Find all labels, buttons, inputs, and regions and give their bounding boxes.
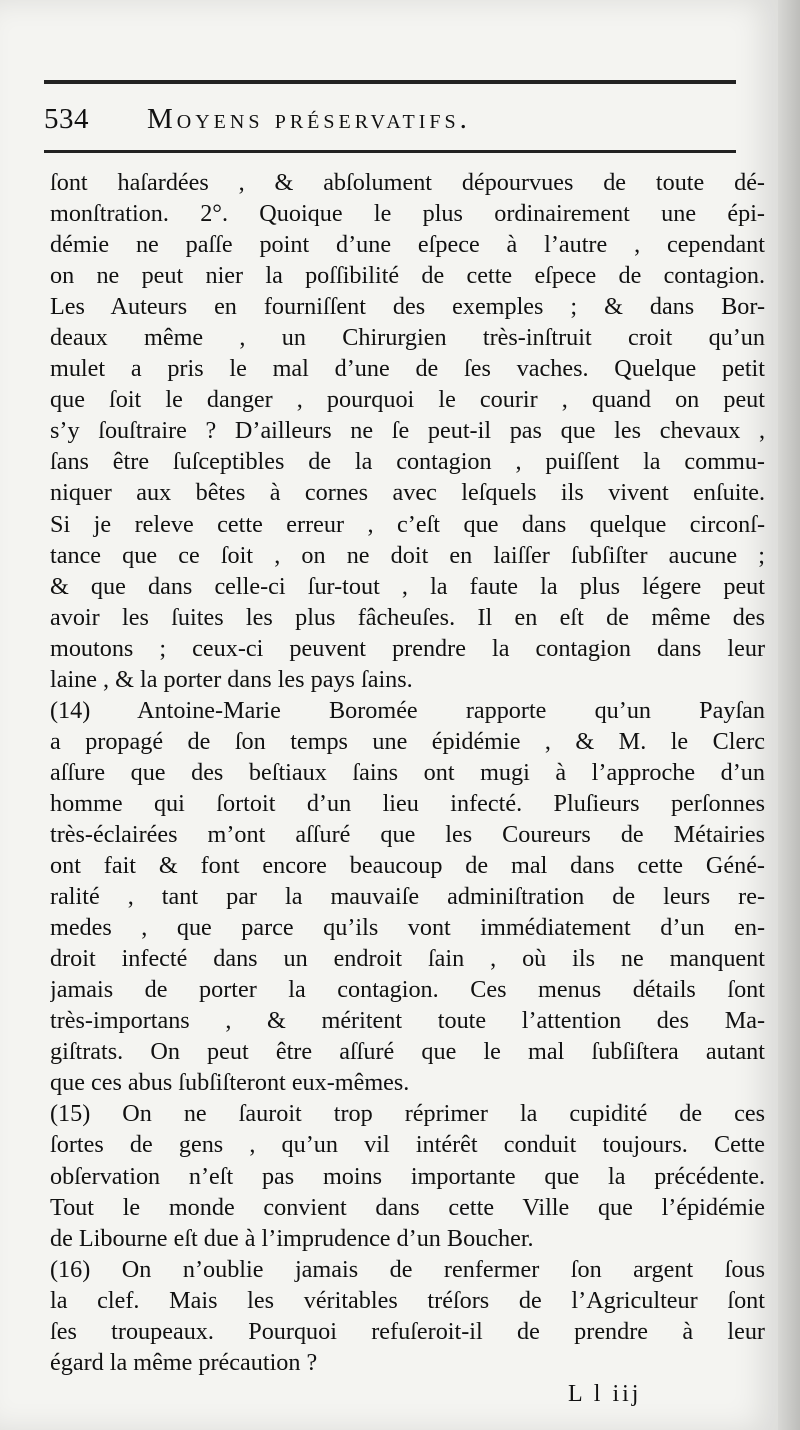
text-line: très-importans , & méritent toute l’attention des Ma- bbox=[50, 1007, 765, 1035]
text-line: mulet a pris le mal d’une de ſes vaches. Quelque petit bbox=[50, 355, 765, 383]
text-line-paragraph-end: que ces abus ſubſiſteront eux-mêmes. bbox=[50, 1069, 410, 1097]
text-line: medes , que parce qu’ils vont immédiatement d’un en- bbox=[50, 914, 765, 942]
text-line: Les Auteurs en fourniſſent des exemples ; & dans Bor- bbox=[50, 293, 765, 321]
text-line: aſſure que des beſtiaux ſains ont mugi à l’approche d’un bbox=[50, 758, 765, 786]
text-line: très-éclairées m’ont aſſuré que les Coureurs de Métairies bbox=[50, 820, 765, 848]
page-header bbox=[44, 94, 736, 142]
page-number: 534 bbox=[44, 103, 89, 135]
text-line: ſans être ſuſceptibles de la contagion , puiſſent la commu- bbox=[50, 448, 765, 476]
text-line: jamais de porter la contagion. Ces menus détails ſont bbox=[50, 976, 765, 1004]
text-line: giſtrats. On peut être aſſuré que le mal ſubſiſtera autant bbox=[50, 1038, 765, 1066]
text-line: ſont haſardées , & abſolument dépourvues de toute dé- bbox=[50, 169, 765, 196]
text-line: ont fait & font encore beaucoup de mal dans cette Géné- bbox=[50, 852, 765, 880]
text-line-note-14: (14) Antoine-Marie Boromée rapporte qu’un Payſan bbox=[50, 696, 765, 724]
text-line: que ſoit le danger , pourquoi le courir , quand on peut bbox=[50, 386, 765, 414]
printer-signature-mark: L l iij bbox=[568, 1381, 642, 1407]
text-line: avoir les ſuites les plus fâcheuſes. Il en eſt de même des bbox=[50, 603, 765, 631]
text-line: a propagé de ſon temps une épidémie , & M. le Clerc bbox=[50, 727, 765, 755]
text-line: on ne peut nier la poſſibilité de cette eſpece de contagion. bbox=[50, 262, 765, 290]
text-line: niquer aux bêtes à cornes avec leſquels ils vivent enſuite. bbox=[50, 479, 765, 507]
text-line: deaux même , un Chirurgien très-inſtruit croit qu’un bbox=[50, 324, 765, 352]
text-line: s’y ſouſtraire ? D’ailleurs ne ſe peut-il pas que les chevaux , bbox=[50, 417, 765, 445]
header-bottom-rule bbox=[44, 150, 736, 153]
text-line-paragraph-end: égard la même précaution ? bbox=[50, 1348, 318, 1376]
header-top-rule bbox=[44, 80, 736, 84]
text-line: monſtration. 2°. Quoique le plus ordinairement une épi- bbox=[50, 200, 765, 228]
text-line: la clef. Mais les véritables tréſors de l’Agriculteur ſont bbox=[50, 1286, 765, 1314]
text-line-note-15: (15) On ne ſauroit trop réprimer la cupidité de ces bbox=[50, 1100, 765, 1128]
text-line: homme qui ſortoit d’un lieu infecté. Pluſieurs perſonnes bbox=[50, 789, 765, 817]
text-line: obſervation n’eſt pas moins importante que la précédente. bbox=[50, 1162, 765, 1190]
text-line: Tout le monde convient dans cette Ville que l’épidémie bbox=[50, 1193, 765, 1221]
text-line-paragraph-end: laine , & la porter dans les pays ſains. bbox=[50, 665, 413, 693]
text-line: tance que ce ſoit , on ne doit en laiſſer ſubſiſter aucune ; bbox=[50, 541, 765, 569]
text-line: ſes troupeaux. Pourquoi refuſeroit-il de prendre à leur bbox=[50, 1317, 765, 1345]
text-line: Si je releve cette erreur , c’eſt que dans quelque circonſ- bbox=[50, 510, 765, 538]
body-text bbox=[50, 167, 765, 1378]
text-line: & que dans celle-ci ſur-tout , la faute la plus légere peut bbox=[50, 572, 765, 600]
running-title: Moyens préservatifs. bbox=[147, 103, 471, 135]
page-edge-shadow bbox=[778, 0, 800, 1430]
text-line: droit infecté dans un endroit ſain , où ils ne manquent bbox=[50, 945, 765, 973]
text-line: ſortes de gens , qu’un vil intérêt conduit toujours. Cette bbox=[50, 1131, 765, 1159]
text-line-paragraph-end: de Libourne eſt due à l’imprudence d’un Boucher. bbox=[50, 1224, 534, 1252]
text-line: moutons ; ceux-ci peuvent prendre la contagion dans leur bbox=[50, 634, 765, 662]
text-line: démie ne paſſe point d’une eſpece à l’autre , cependant bbox=[50, 231, 765, 259]
text-line-note-16: (16) On n’oublie jamais de renfermer ſon argent ſous bbox=[50, 1255, 765, 1283]
text-line: ralité , tant par la mauvaiſe adminiſtration de leurs re- bbox=[50, 883, 765, 911]
